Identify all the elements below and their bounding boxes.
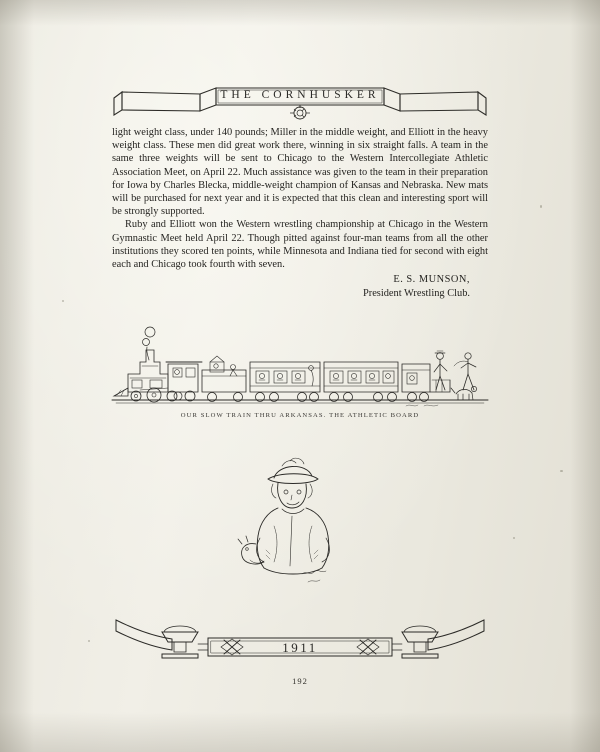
page-content: [112, 80, 488, 300]
paragraph: light weight class, under 140 pounds; Miller in the middle weight, and Elliott in the heavy weight class. These men did great work there, winning in six straight falls. A team in the same three weights will be sent to Chicago to the Western Intercollegiate Athletic Association Meet, on April 22. Much assistance was given to the team in their preparation for Iowa by Charles Blecka, middle-weight champion of Kansas and Nebraska. New mats will be purchased for next year and it is expected that this clean and interesting sport will be strongly supported.: [112, 127, 488, 218]
article-body: [112, 126, 488, 271]
paper-speck: [560, 470, 563, 472]
running-head-banner: [112, 80, 488, 120]
seated-figure-illustration: [230, 452, 360, 597]
paper-speck: [88, 640, 90, 642]
paper-speck: [62, 300, 64, 302]
page-edge-shadow-right: [570, 0, 600, 752]
paragraph: Ruby and Elliott won the Western wrestling championship at Chicago in the Western Gymnastic Meet held April 22. Though pitted against four-man teams from all the other institutions they scored ten points, while Minnesota and Indiana tied for second with eight each and Chicago took fourth with seven.: [112, 219, 488, 271]
signature-title: President Wrestling Club.: [362, 287, 470, 299]
year-label: 1911: [282, 640, 318, 655]
paper-speck: [513, 537, 515, 539]
page-edge-shadow-left: [0, 0, 34, 752]
page-folio-number: 192: [292, 676, 308, 686]
bottom-ornament: [112, 612, 488, 672]
paper-speck: [540, 205, 542, 208]
train-illustration: [106, 318, 494, 414]
signature-name: E. S. MUNSON,: [393, 274, 470, 286]
page-edge-shadow-bottom: [0, 712, 600, 752]
train-illustration-caption: OUR SLOW TRAIN THRU ARKANSAS. THE ATHLETIC BOARD: [180, 412, 420, 419]
running-head-title: THE CORNHUSKER: [220, 89, 380, 101]
page-edge-shadow-top: [0, 0, 600, 26]
article-signature: [112, 273, 488, 300]
